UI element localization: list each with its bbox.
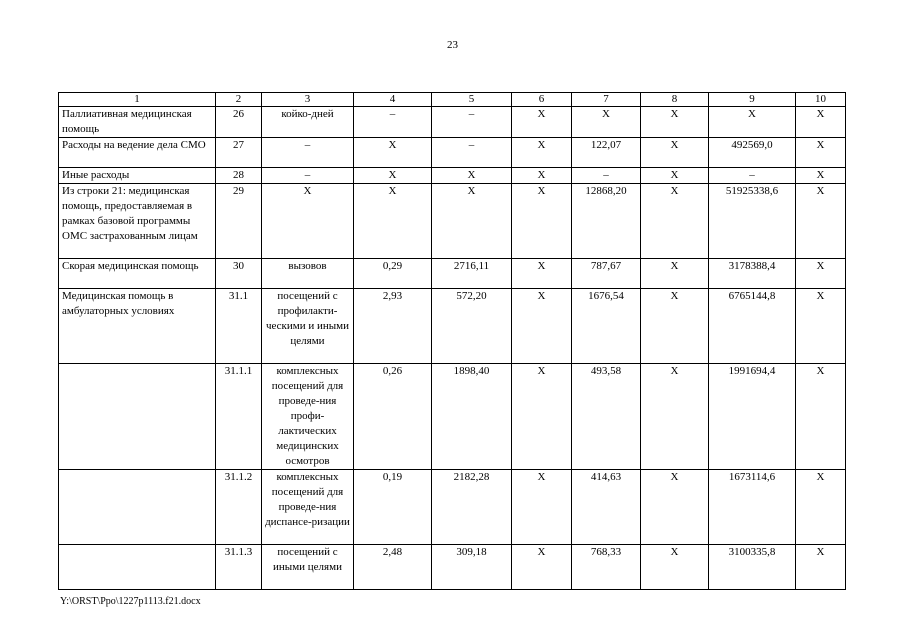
row-line-number: 28 xyxy=(216,168,262,184)
table-cell: – xyxy=(572,168,641,184)
column-header: 2 xyxy=(216,93,262,107)
row-line-number: 29 xyxy=(216,184,262,259)
table-cell: X xyxy=(709,107,796,138)
table-row xyxy=(59,107,846,138)
table-cell: 309,18 xyxy=(432,545,512,590)
file-path-footer: Y:\ORST\Ppo\1227p1113.f21.docx xyxy=(60,596,201,607)
column-header: 1 xyxy=(59,93,216,107)
table-cell: 2,48 xyxy=(354,545,432,590)
column-header: 4 xyxy=(354,93,432,107)
table-cell: X xyxy=(512,470,572,545)
row-name: Иные расходы xyxy=(59,168,216,184)
table-cell: X xyxy=(641,259,709,289)
table-cell: X xyxy=(512,107,572,138)
table-cell: 122,07 xyxy=(572,138,641,168)
table-cell: X xyxy=(796,168,846,184)
table-cell: X xyxy=(641,470,709,545)
row-line-number: 31.1.3 xyxy=(216,545,262,590)
row-line-number: 30 xyxy=(216,259,262,289)
table-cell: X xyxy=(512,364,572,470)
table-cell: X xyxy=(354,138,432,168)
table-cell: X xyxy=(796,545,846,590)
table-cell: X xyxy=(432,184,512,259)
column-header: 5 xyxy=(432,93,512,107)
table-cell: 0,19 xyxy=(354,470,432,545)
row-name xyxy=(59,364,216,470)
row-unit: посещений с иными целями xyxy=(262,545,354,590)
table-cell: X xyxy=(796,259,846,289)
table-cell: X xyxy=(641,107,709,138)
table-cell: X xyxy=(641,545,709,590)
table-cell: 2716,11 xyxy=(432,259,512,289)
table-cell: 493,58 xyxy=(572,364,641,470)
table-row xyxy=(59,545,846,590)
table-cell: X xyxy=(796,107,846,138)
row-line-number: 27 xyxy=(216,138,262,168)
column-header: 3 xyxy=(262,93,354,107)
column-header: 10 xyxy=(796,93,846,107)
table-cell: 414,63 xyxy=(572,470,641,545)
table-cell: 787,67 xyxy=(572,259,641,289)
table-cell: X xyxy=(432,168,512,184)
table-row xyxy=(59,138,846,168)
table-cell: X xyxy=(796,470,846,545)
table-cell: – xyxy=(709,168,796,184)
table-cell: X xyxy=(512,259,572,289)
table-cell: X xyxy=(641,168,709,184)
table-cell: – xyxy=(354,107,432,138)
table-cell: X xyxy=(354,184,432,259)
table-cell: 2182,28 xyxy=(432,470,512,545)
row-unit: посещений с профилакти-ческими и иными целями xyxy=(262,289,354,364)
table-cell: 1676,54 xyxy=(572,289,641,364)
table-cell: – xyxy=(432,107,512,138)
table-cell: X xyxy=(641,138,709,168)
page-number: 23 xyxy=(447,39,458,51)
table-cell: X xyxy=(796,364,846,470)
table-row xyxy=(59,259,846,289)
table-cell: X xyxy=(512,138,572,168)
data-table xyxy=(58,92,846,590)
row-line-number: 31.1 xyxy=(216,289,262,364)
row-unit: койко-дней xyxy=(262,107,354,138)
table-cell: X xyxy=(641,289,709,364)
row-line-number: 26 xyxy=(216,107,262,138)
table-cell: 6765144,8 xyxy=(709,289,796,364)
table-cell: 1991694,4 xyxy=(709,364,796,470)
row-line-number: 31.1.1 xyxy=(216,364,262,470)
row-name: Расходы на ведение дела СМО xyxy=(59,138,216,168)
row-name: Паллиативная медицинская помощь xyxy=(59,107,216,138)
table-cell: X xyxy=(512,168,572,184)
table-cell: 0,29 xyxy=(354,259,432,289)
row-unit: – xyxy=(262,138,354,168)
table-cell: X xyxy=(796,184,846,259)
table-cell: 768,33 xyxy=(572,545,641,590)
column-header: 9 xyxy=(709,93,796,107)
column-header: 6 xyxy=(512,93,572,107)
table-row xyxy=(59,168,846,184)
row-unit: X xyxy=(262,184,354,259)
table-cell: 2,93 xyxy=(354,289,432,364)
row-unit: комплексных посещений для проведе-ния диспансе-ризации xyxy=(262,470,354,545)
row-name: Медицинская помощь в амбулаторных условиях xyxy=(59,289,216,364)
column-header: 7 xyxy=(572,93,641,107)
table-cell: 492569,0 xyxy=(709,138,796,168)
table-cell: 51925338,6 xyxy=(709,184,796,259)
table-cell: X xyxy=(572,107,641,138)
table-cell: 3178388,4 xyxy=(709,259,796,289)
column-header: 8 xyxy=(641,93,709,107)
row-unit: вызовов xyxy=(262,259,354,289)
table-cell: X xyxy=(512,289,572,364)
table-row xyxy=(59,289,846,364)
row-unit: комплексных посещений для проведе-ния профи-лактических медицинских осмотров xyxy=(262,364,354,470)
row-name: Скорая медицинская помощь xyxy=(59,259,216,289)
table-cell: 12868,20 xyxy=(572,184,641,259)
table-cell: X xyxy=(512,184,572,259)
table-cell: 1898,40 xyxy=(432,364,512,470)
table-cell: 3100335,8 xyxy=(709,545,796,590)
row-name xyxy=(59,545,216,590)
row-name: Из строки 21: медицинская помощь, предоставляемая в рамках базовой программы ОМС застрахованным лицам xyxy=(59,184,216,259)
table-cell: X xyxy=(641,364,709,470)
table-cell: – xyxy=(432,138,512,168)
table-header-row xyxy=(59,93,846,107)
row-unit: – xyxy=(262,168,354,184)
table-cell: X xyxy=(641,184,709,259)
table-cell: X xyxy=(796,289,846,364)
table-cell: X xyxy=(796,138,846,168)
table-cell: X xyxy=(512,545,572,590)
table-cell: 0,26 xyxy=(354,364,432,470)
table-cell: X xyxy=(354,168,432,184)
table-cell: 1673114,6 xyxy=(709,470,796,545)
table-row xyxy=(59,470,846,545)
row-line-number: 31.1.2 xyxy=(216,470,262,545)
row-name xyxy=(59,470,216,545)
table-row xyxy=(59,184,846,259)
table-row xyxy=(59,364,846,470)
table-cell: 572,20 xyxy=(432,289,512,364)
